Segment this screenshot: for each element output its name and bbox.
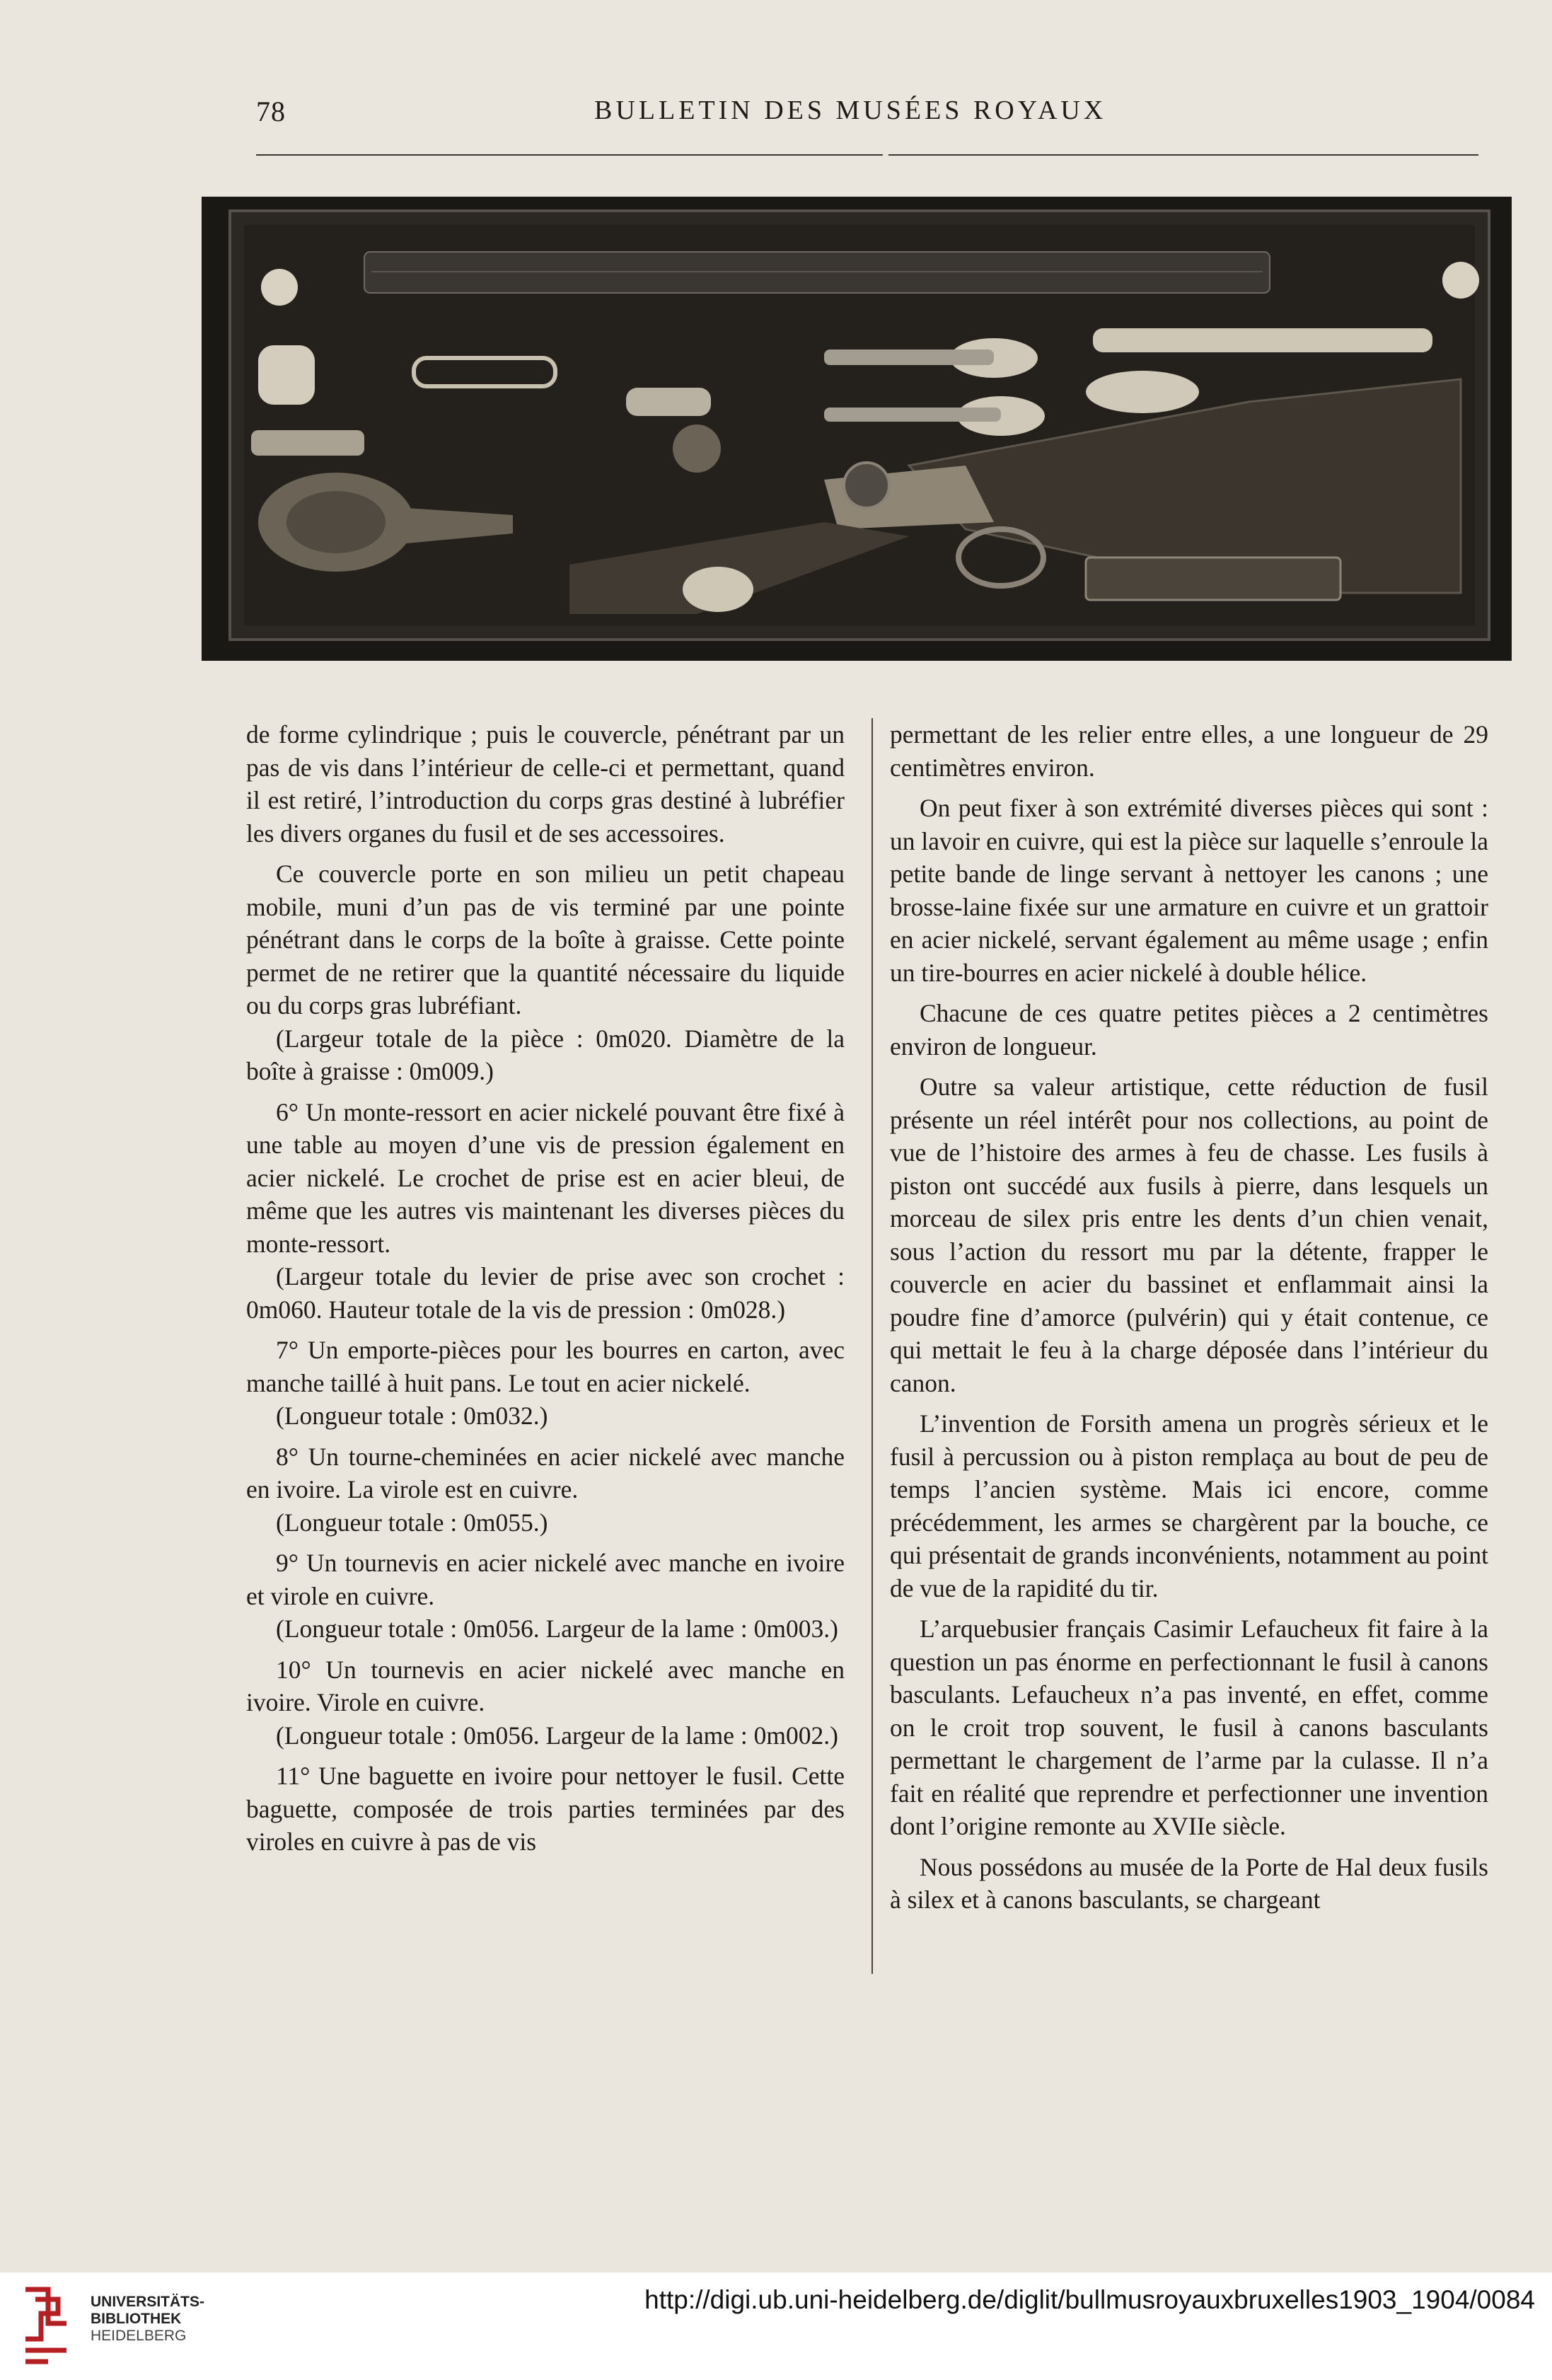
paragraph: permettant de les relier entre elles, a une longueur de 29 centimètres environ.: [890, 720, 1488, 782]
paragraph: On peut fixer à son extrémité diverses pièces qui sont : un lavoir en cuivre, qui est la pièce sur laquelle s’enroule la petite bande de linge servant à nettoyer les canons ; une brosse-laine fixée sur une armature en cuivre et un grattoir en acier nickelé, servant également au même usage ; enfin un tire-bourres en acier nickelé à double hélice.: [890, 794, 1488, 987]
paragraph: 9° Un tournevis en acier nickelé avec manche en ivoire et virole en cuivre.: [246, 1549, 845, 1610]
paragraph: (Longueur totale : 0m032.): [276, 1402, 548, 1430]
paragraph: de forme cylindrique ; puis le couvercle, pénétrant par un pas de vis dans l’intérieur de celle-ci et permettant, quand il est retiré, l’introduction du corps gras destiné à lubréfier les divers organes du fusil et de ses accessoires.: [246, 720, 845, 848]
paragraph: 8° Un tourne-cheminées en acier nickelé avec manche en ivoire. La virole est en cuivre.: [246, 1442, 845, 1503]
paragraph: 11° Une baguette en ivoire pour nettoyer le fusil. Cette baguette, composée de trois parties terminées par des viroles en cuivre à pas de vis: [246, 1762, 845, 1856]
library-name-line: UNIVERSITÄTS-: [91, 2294, 205, 2310]
paragraph: 10° Un tournevis en acier nickelé avec manche en ivoire. Virole en cuivre.: [246, 1655, 845, 1716]
digitization-footer: [0, 2272, 1552, 2380]
gun-case-photo: [202, 197, 1512, 661]
paragraph: L’invention de Forsith amena un progrès sérieux et le fusil à percussion ou à piston remplaça au bout de peu de temps l’ancien système. Mais ici encore, comme précédemment, les armes se chargèrent par la bouche, ce qui présentait de grands inconvénients, notamment au point de vue de la rapidité du tir.: [890, 1409, 1488, 1602]
library-name: [91, 2294, 204, 2345]
paragraph: Ce couvercle porte en son milieu un petit chapeau mobile, muni d’un pas de vis terminé par une pointe pénétrant dans le corps de la boîte à graisse. Cette pointe permet de ne retirer que la quantité nécessaire du liquide ou du corps gras lubréfiant.: [246, 860, 845, 1019]
paragraph: Nous possédons au musée de la Porte de Hal deux fusils à silex et à canons basculants, se chargeant: [890, 1852, 1488, 1914]
paragraph: Outre sa valeur artistique, cette réduction de fusil présente un réel intérêt pour nos collections, au point de vue de l’histoire des armes à feu de chasse. Les fusils à piston ont succédé aux fusils à pierre, dans lesquels un morceau de silex pris entre les dents d’un chien venait, sous l’action du ressort mu par la détente, frapper le couvercle en acier du bassinet et enflammait ainsi la poudre fine d’amorce (pulvérin) qui y était contenue, ce qui mettait le feu à la charge déposée dans l’intérieur du canon.: [890, 1073, 1488, 1397]
paragraph: (Longueur totale : 0m056. Largeur de la lame : 0m003.): [276, 1614, 838, 1643]
page-number: 78: [256, 96, 286, 127]
paragraph: Chacune de ces quatre petites pièces a 2 centimètres environ de longueur.: [890, 999, 1488, 1061]
column-divider: [871, 718, 873, 1974]
left-column: [246, 718, 845, 1859]
running-title: BULLETIN DES MUSÉES ROYAUX: [594, 96, 1107, 125]
library-name-line: HEIDELBERG: [91, 2328, 187, 2344]
paragraph: L’arquebusier français Casimir Lefaucheux fit faire à la question un pas énorme en perfectionnant le fusil à canons basculants. Lefaucheux n’a pas inventé, en effet, comme on le croit trop souvent, le fusil à canons basculants permettant le chargement de l’arme par la culasse. Il n’a fait en réalité que reprendre et perfectionner une invention dont l’origine remonte au XVIIe siècle.: [890, 1614, 1488, 1840]
paragraph: 7° Un emporte-pièces pour les bourres en carton, avec manche taillé à huit pans. Le tout en acier nickelé.: [246, 1336, 845, 1397]
paragraph: (Longueur totale : 0m056. Largeur de la lame : 0m002.): [276, 1721, 838, 1750]
paragraph: (Largeur totale du levier de prise avec son crochet : 0m060. Hauteur totale de la vis de pression : 0m028.): [246, 1262, 845, 1324]
header-rule-left: [256, 154, 883, 156]
gun-case-illustration: [202, 197, 1512, 661]
paragraph: (Largeur totale de la pièce : 0m020. Diamètre de la boîte à graisse : 0m009.): [246, 1024, 845, 1085]
source-url-link[interactable]: http://digi.ub.uni-heidelberg.de/diglit/bullmusroyauxbruxelles1903_1904/0084: [644, 2285, 1535, 2314]
library-name-line: BIBLIOTHEK: [91, 2311, 182, 2327]
header-rule-right: [888, 154, 1478, 156]
paragraph: (Longueur totale : 0m055.): [276, 1508, 548, 1537]
right-column: [890, 718, 1488, 1917]
paragraph: 6° Un monte-ressort en acier nickelé pouvant être fixé à une table au moyen d’une vis de pression également en acier nickelé. Le crochet de prise est en acier bleui, de même que les autres vis maintenant les diverses pièces du monte-ressort.: [246, 1097, 845, 1258]
library-logo-icon: [20, 2282, 72, 2370]
